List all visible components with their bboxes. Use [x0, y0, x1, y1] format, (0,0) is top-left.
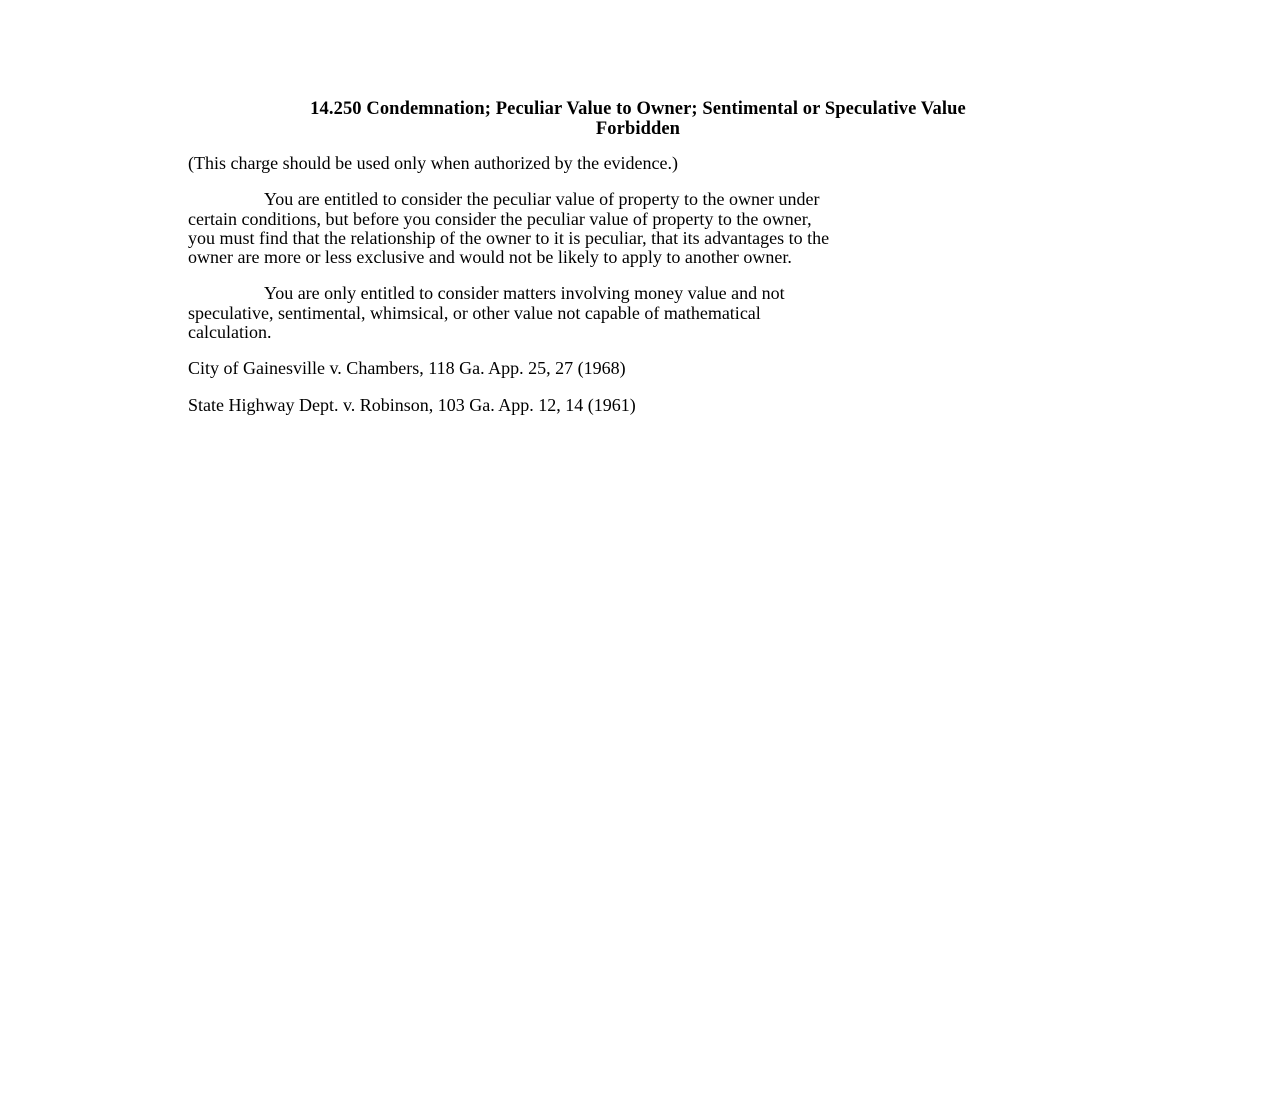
document-title	[188, 100, 1088, 139]
title-line-1: 14.250 Condemnation; Peculiar Value to Owner; Sentimental or Speculative Value	[310, 99, 966, 119]
citation-text: State Highway Dept. v. Robinson, 103 Ga. App. 12, 14 (1961)	[188, 394, 636, 415]
paragraph-2-line-3: calculation.	[188, 322, 272, 343]
document-page	[188, 100, 1088, 432]
paragraph-1-line-3: you must find that the relationship of the owner to it is peculiar, that its advantages to the	[188, 227, 830, 248]
usage-note	[188, 154, 1088, 173]
paragraph-1-line-2: certain conditions, but before you consider the peculiar value of property to the owner,	[188, 208, 812, 229]
citation-1	[188, 359, 1088, 378]
title-line-2: Forbidden	[595, 118, 681, 139]
citation-text: City of Gainesville v. Chambers, 118 Ga. App. 25, 27 (1968)	[188, 358, 626, 379]
usage-note-text: (This charge should be used only when authorized by the evidence.)	[188, 153, 679, 173]
citation-2	[188, 396, 1088, 415]
paragraph-money-value	[188, 284, 1088, 342]
paragraph-1-line-1: You are entitled to consider the peculiar value of property to the owner under	[264, 189, 820, 210]
paragraph-1-line-4: owner are more or less exclusive and would not be likely to apply to another owner.	[188, 247, 792, 268]
paragraph-peculiar-value	[188, 190, 1088, 267]
paragraph-2-line-1: You are only entitled to consider matters involving money value and not	[264, 283, 785, 304]
paragraph-2-line-2: speculative, sentimental, whimsical, or other value not capable of mathematical	[188, 302, 761, 323]
